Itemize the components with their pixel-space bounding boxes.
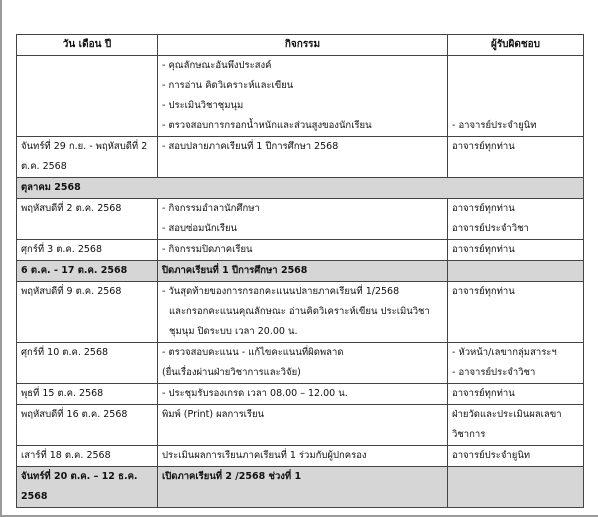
date-line: จันทร์ที่ 20 ต.ค. – 12 ธ.ค. [21,471,138,482]
activity-cell [158,56,448,137]
date-line: ศุกร์ที่ 10 ต.ค. 2568 [21,347,109,358]
date-cell [17,446,158,467]
date-line: ต.ค. 2568 [21,161,67,172]
date-cell [17,405,158,446]
table-row [17,240,584,261]
responsible-line: อาจารย์ทุกท่าน [452,244,515,255]
date-line: ศุกร์ที่ 3 ต.ค. 2568 [21,244,102,255]
date-cell [17,343,158,384]
responsible-line: อาจารย์ทุกท่าน [452,286,515,297]
activity-line: - ประเมินวิชาชุมนุม [162,100,244,111]
activity-line: ปิดภาคเรียนที่ 1 ปีการศึกษา 2568 [162,265,308,276]
activity-line: - สอบซ่อมนักเรียน [162,223,238,234]
date-line: เสาร์ที่ 18 ต.ค. 2568 [21,450,111,461]
responsible-cell [448,199,584,240]
header-activity: กิจกรรม [158,35,448,56]
activity-line: - การอ่าน คิดวิเคราะห์และเขียน [162,80,294,91]
date-line: พฤหัสบดีที่ 2 ต.ค. 2568 [21,203,122,214]
responsible-cell [448,261,584,282]
activity-line: (ยื่นเรื่องผ่านฝ่ายวิชาการและวิจัย) [162,367,301,378]
responsible-cell [448,446,584,467]
table-row [17,199,584,240]
responsible-line [452,261,579,281]
responsible-cell [448,405,584,446]
date-cell [17,261,158,282]
activity-line: - ตรวจสอบการกรอกน้ำหนักและส่วนสูงของนักเรียน [162,120,372,131]
responsible-cell [448,56,584,137]
responsible-line: - อาจารย์ประจำวิชา [452,367,536,378]
responsible-line: อาจารย์ทุกท่าน [452,388,515,399]
activity-line: ชุมนุม ปิดระบบ เวลา 20.00 น. [169,326,298,337]
date-cell [17,137,158,178]
responsible-line [452,96,579,116]
responsible-line: ฝ่ายวัดและประเมินผลเลขา [452,409,562,420]
responsible-line: - อาจารย์ประจำยูนิท [452,120,537,131]
date-cell [17,56,158,137]
table-row [17,467,584,508]
activity-line: - สอบปลายภาคเรียนที่ 1 ปีการศึกษา 2568 [162,141,339,152]
date-line: 6 ต.ค. - 17 ต.ค. 2568 [21,265,128,276]
responsible-line: - หัวหน้า/เลขากลุ่มสาระฯ [452,347,557,358]
activity-cell [158,137,448,178]
activity-line: ประเมินผลการเรียนภาคเรียนที่ 1 ร่วมกับผู้ปกครอง [162,450,367,461]
date-line: พฤหัสบดีที่ 16 ต.ค. 2568 [21,409,128,420]
responsible-line: อาจารย์ประจำยูนิท [452,450,531,461]
responsible-cell [448,384,584,405]
date-cell [17,282,158,343]
date-cell [17,384,158,405]
responsible-line: อาจารย์ประจำวิชา [452,223,529,234]
table-row [17,384,584,405]
activity-line: - กิจกรรมปิดภาคเรียน [162,244,253,255]
responsible-cell [448,137,584,178]
responsible-line: อาจารย์ทุกท่าน [452,141,515,152]
responsible-line [452,467,579,487]
table-header-row [17,35,584,56]
responsible-line: วิชาการ [452,429,486,440]
activity-cell [158,240,448,261]
table-row [17,137,584,178]
activity-line: และกรอกคะแนนคุณลักษณะ อ่านคิดวิเคราะห์เขียน ประเมินวิชา [169,306,430,317]
date-line: พุธที่ 15 ต.ค. 2568 [21,388,104,399]
activity-line: - คุณลักษณะอันพึงประสงค์ [162,60,272,71]
activity-line: - ตรวจสอบคะแนน - แก้ไขคะแนนที่ผิดพลาด [162,347,344,358]
responsible-cell [448,240,584,261]
responsible-cell [448,467,584,508]
section-heading: ตุลาคม 2568 [17,178,584,199]
date-cell [17,199,158,240]
date-cell [17,240,158,261]
table-row [17,405,584,446]
table-row [17,446,584,467]
activity-cell [158,405,448,446]
activity-line: เปิดภาคเรียนที่ 2 /2568 ช่วงที่ 1 [162,471,302,482]
activity-cell [158,282,448,343]
responsible-line [452,56,579,76]
responsible-line: อาจารย์ทุกท่าน [452,203,515,214]
header-responsible: ผู้รับผิดชอบ [448,35,584,56]
activity-line: - กิจกรรมอำลานักศึกษา [162,203,260,214]
date-line: จันทร์ที่ 29 ก.ย. - พฤหัสบดีที่ 2 [21,141,148,152]
activity-cell [158,199,448,240]
table-row [17,56,584,137]
date-line: 2568 [21,491,48,502]
responsible-line [452,76,579,96]
activity-cell [158,384,448,405]
date-cell [17,467,158,508]
table-row [17,343,584,384]
activity-cell [158,343,448,384]
activity-line: - ประชุมรับรองเกรด เวลา 08.00 – 12.00 น. [162,388,348,399]
activity-cell [158,467,448,508]
activity-cell [158,446,448,467]
table-row [17,282,584,343]
activity-cell [158,261,448,282]
responsible-cell [448,282,584,343]
date-line: พฤหัสบดีที่ 9 ต.ค. 2568 [21,286,122,297]
table-row [17,178,584,199]
schedule-table [16,34,584,508]
page-frame-left [0,0,2,517]
responsible-cell [448,343,584,384]
header-date: วัน เดือน ปี [17,35,158,56]
activity-line: - วันสุดท้ายของการกรอกคะแนนปลายภาคเรียนที่ 1/2568 [162,286,400,297]
table-row [17,261,584,282]
activity-line: พิมพ์ (Print) ผลการเรียน [162,409,265,420]
